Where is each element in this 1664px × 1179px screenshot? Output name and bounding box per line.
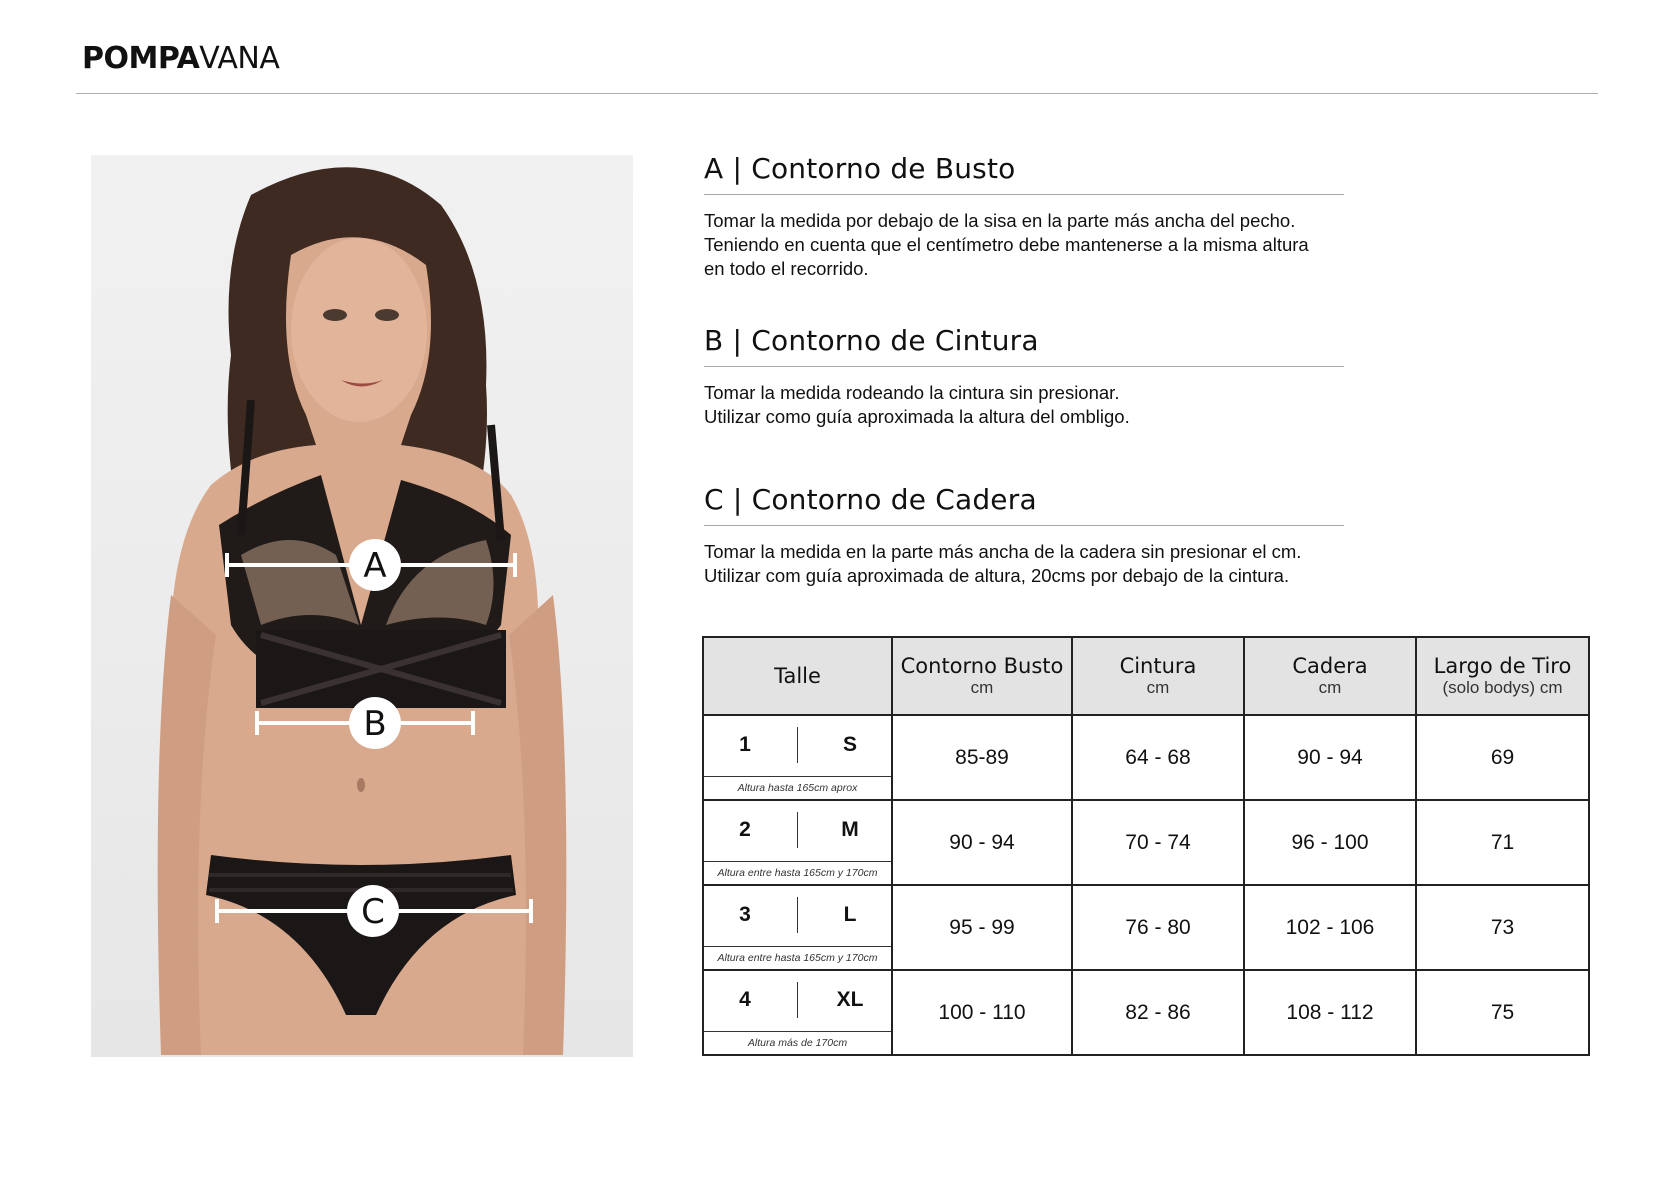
size-letter: XL [836,988,864,1011]
altura-note: Altura entre hasta 165cm y 170cm [704,946,891,969]
header-busto-label: Contorno Busto [900,654,1064,678]
section-title: C | Contorno de Cadera [704,483,1037,516]
busto-cell: 85-89 [892,715,1072,800]
header-cadera-label: Cadera [1292,654,1368,678]
table-row [703,970,1589,1055]
section-divider [704,366,1344,367]
description-line: Tomar la medida en la parte más ancha de la cadera sin presionar el cm. [704,541,1302,562]
table-row [703,885,1589,970]
description-line: en todo el recorrido. [704,258,869,279]
talle-divider [797,727,798,763]
size-table-header [703,637,1589,715]
marker-c: C [361,892,385,932]
table-row [703,800,1589,885]
talle-cell [703,715,892,800]
header-cintura [1072,637,1244,715]
section-description [704,540,1344,588]
section-divider [704,194,1344,195]
marker-b: B [363,704,387,744]
brand-logo-bold: POMPA [82,41,200,76]
tiro-cell: 71 [1416,800,1589,885]
cadera-cell: 102 - 106 [1244,885,1416,970]
cintura-cell: 70 - 74 [1072,800,1244,885]
description-line: Utilizar com guía aproximada de altura, 20cms por debajo de la cintura. [704,565,1290,586]
section-cadera [704,483,1344,588]
talle-divider [797,897,798,933]
cadera-cell: 96 - 100 [1244,800,1416,885]
header-tiro-unit: (solo bodys) cm [1442,678,1563,697]
section-description [704,209,1344,281]
size-letter: L [843,903,857,926]
section-title: A | Contorno de Busto [704,152,1016,185]
size-number: 3 [739,903,751,926]
marker-a: A [363,546,387,586]
busto-cell: 90 - 94 [892,800,1072,885]
header-cadera-unit: cm [1318,678,1342,697]
tiro-cell: 69 [1416,715,1589,800]
cintura-cell: 76 - 80 [1072,885,1244,970]
altura-note: Altura hasta 165cm aprox [704,776,891,799]
talle-cell [703,885,892,970]
tiro-cell: 73 [1416,885,1589,970]
cadera-cell: 90 - 94 [1244,715,1416,800]
talle-cell [703,970,892,1055]
model-photo [91,155,633,1057]
description-line: Tomar la medida rodeando la cintura sin presionar. [704,382,1120,403]
description-line: Teniendo en cuenta que el centímetro debe mantenerse a la misma altura [704,234,1309,255]
talle-cell [703,800,892,885]
header-cintura-unit: cm [1146,678,1170,697]
tiro-cell: 75 [1416,970,1589,1055]
header-cadera [1244,637,1416,715]
header-busto [892,637,1072,715]
busto-cell: 100 - 110 [892,970,1072,1055]
header-talle-label: Talle [774,664,821,688]
section-divider [704,525,1344,526]
size-letter: M [841,818,859,841]
talle-divider [797,982,798,1018]
busto-cell: 95 - 99 [892,885,1072,970]
talle-divider [797,812,798,848]
header-tiro-label: Largo de Tiro [1433,654,1572,678]
brand-logo [82,41,280,76]
altura-note: Altura más de 170cm [704,1031,891,1054]
table-row [703,715,1589,800]
description-line: Tomar la medida por debajo de la sisa en la parte más ancha del pecho. [704,210,1296,231]
size-number: 1 [739,733,751,756]
description-line: Utilizar como guía aproximada la altura del ombligo. [704,406,1130,427]
cintura-cell: 82 - 86 [1072,970,1244,1055]
cadera-cell: 108 - 112 [1244,970,1416,1055]
header-talle [703,637,892,715]
section-description [704,381,1344,429]
model-illustration [91,155,633,1057]
altura-note: Altura entre hasta 165cm y 170cm [704,861,891,884]
header-cintura-label: Cintura [1119,654,1197,678]
size-number: 2 [739,818,751,841]
size-letter: S [842,733,857,756]
size-number: 4 [739,988,751,1011]
section-busto [704,152,1344,281]
cintura-cell: 64 - 68 [1072,715,1244,800]
header-tiro [1416,637,1589,715]
header-divider [76,93,1598,94]
header-busto-unit: cm [970,678,994,697]
size-table [702,636,1590,1056]
section-title: B | Contorno de Cintura [704,324,1039,357]
brand-logo-light: VANA [199,41,280,76]
section-cintura [704,324,1344,429]
